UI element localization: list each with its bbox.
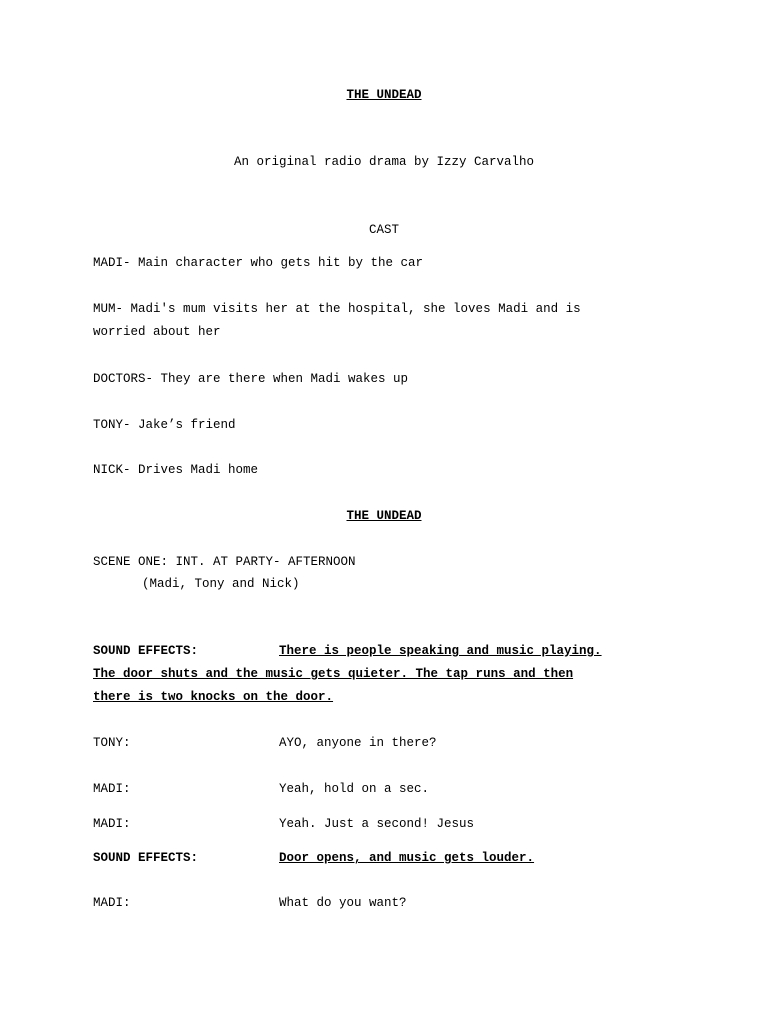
sound-effects-text-line-3: there is two knocks on the door. [93,690,334,704]
sound-effects-text-line-2: The door shuts and the music gets quieter. The tap runs and then [93,667,574,681]
dialogue-character: MADI: [93,896,131,910]
cast-item-nick: NICK- Drives Madi home [93,463,259,477]
dialogue-line: AYO, anyone in there? [279,736,437,750]
sound-effects-text-line-1: There is people speaking and music playing. [279,644,602,658]
sound-effects-label: SOUND EFFECTS: [93,644,199,658]
scene-heading: SCENE ONE: INT. AT PARTY- AFTERNOON [93,555,356,569]
cast-item-doctors: DOCTORS- They are there when Madi wakes up [93,372,409,386]
sound-effects-block-2 [93,847,658,870]
cast-item-tony: TONY- Jake’s friend [93,418,236,432]
dialogue-character: MADI: [93,817,131,831]
cast-item-mum: MUM- Madi's mum visits her at the hospital, she loves Madi and is [93,302,581,316]
document-subtitle: An original radio drama by Izzy Carvalho [233,155,535,169]
dialogue-line: What do you want? [279,896,407,910]
sound-effects-label: SOUND EFFECTS: [93,851,199,865]
cast-item-mum-continued: worried about her [93,325,221,339]
dialogue-line: Yeah, hold on a sec. [279,782,430,796]
dialogue-line: Yeah. Just a second! Jesus [279,817,475,831]
cast-item-madi: MADI- Main character who gets hit by the car [93,256,424,270]
dialogue-character: MADI: [93,782,131,796]
scene-characters: (Madi, Tony and Nick) [142,577,300,591]
sound-effects-text: Door opens, and music gets louder. [279,851,535,865]
dialogue-character: TONY: [93,736,131,750]
document-title: THE UNDEAD [346,88,422,102]
cast-heading: CAST [368,223,399,237]
section-title: THE UNDEAD [346,509,422,523]
sound-effects-block-1 [93,640,658,709]
